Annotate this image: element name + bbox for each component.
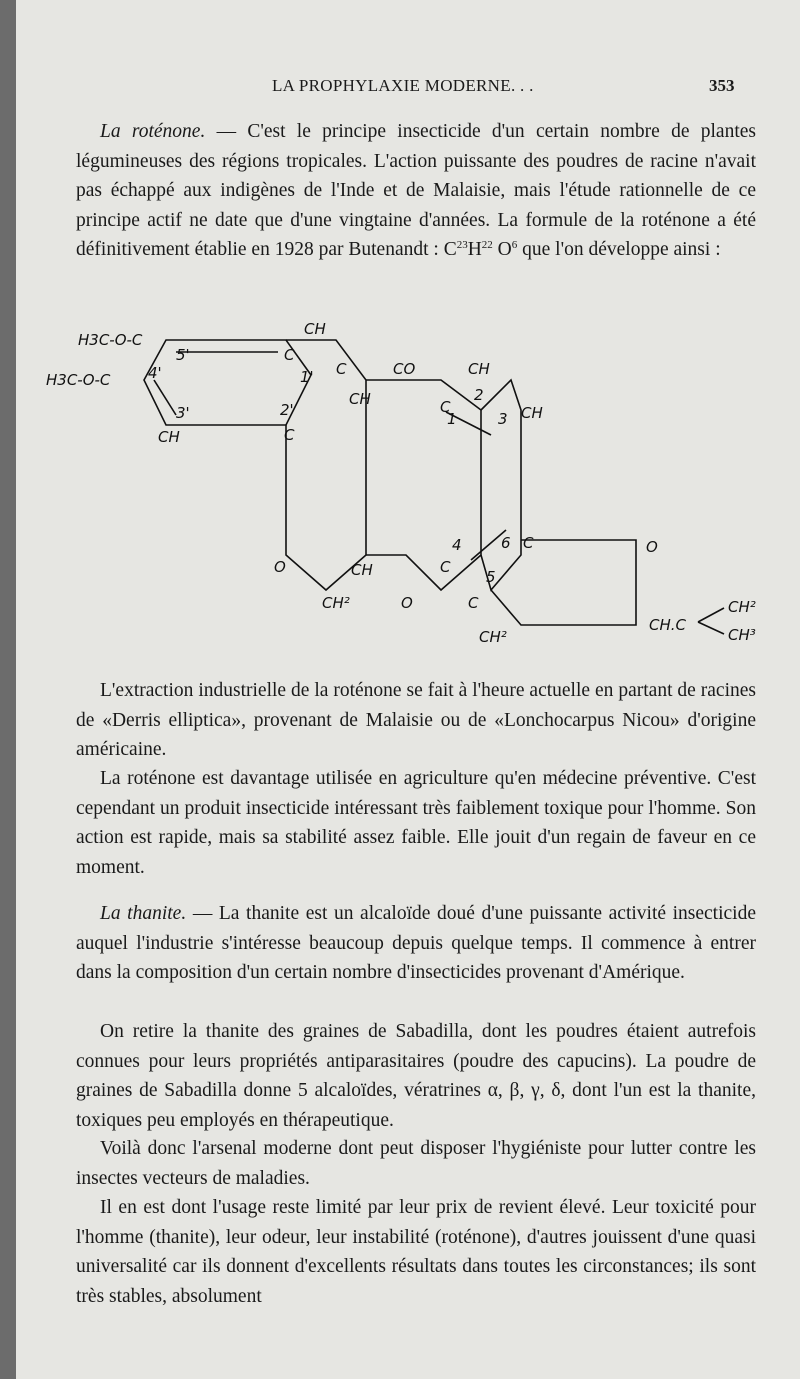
label-o-right: O — [646, 538, 658, 556]
rotenone-intro-text: — C'est le principe insecticide d'un certain nombre de plantes légumineuses des régions tropicales. L'action puissante des poudres de racine n'avait pas échappé aux indigènes de l'Inde et de Malaisie, mais l'étude rationnelle de ce principe actif ne date que d'une vingtaine d'années. La formule de la roténone a été définitivement établie en 1928 par Butenandt : — [76, 121, 756, 260]
label-3p: 3' — [176, 404, 190, 422]
label-6p: C — [284, 346, 295, 364]
label-o-bottom: O — [401, 594, 413, 612]
rotenone-formula-tail: que l'on développe ainsi : — [522, 239, 721, 260]
label-ch2-right: CH² — [479, 628, 507, 646]
label-4p: 4' — [148, 364, 162, 382]
label-ch-mid: CH — [349, 390, 371, 408]
rotenone-structure-diagram — [16, 300, 800, 660]
label-ch3-sub: CH³ — [728, 626, 756, 644]
label-c-r4: C — [440, 558, 451, 576]
label-co: CO — [393, 360, 416, 378]
label-5p: 5' — [176, 346, 190, 364]
paragraph-rotenone-intro — [76, 117, 756, 265]
rotenone-formula: $C^{23}H^{22}$ $O^6$ — [443, 239, 518, 260]
label-n5: 5 — [486, 568, 496, 586]
term-thanite: La thanite. — [100, 903, 187, 924]
running-title: LA PROPHYLAXIE MODERNE. . . — [272, 76, 534, 95]
label-c-a: C — [336, 360, 347, 378]
label-h3co-top: H3C-O-C — [78, 331, 143, 349]
label-o-left: O — [274, 558, 286, 576]
page-number: 353 — [709, 76, 735, 95]
label-ch-r3: CH — [521, 404, 543, 422]
running-header — [16, 76, 800, 100]
label-ch2-bottom: CH² — [322, 594, 350, 612]
label-n1: 1 — [447, 410, 457, 428]
label-n2: 2 — [474, 386, 484, 404]
label-h3co-left: H3C-O-C — [46, 371, 111, 389]
label-ch-r1: CH — [468, 360, 490, 378]
label-c-6: C — [523, 534, 534, 552]
label-ch-mid2: CH — [351, 561, 373, 579]
paragraph-limits: Il en est dont l'usage reste limité par leur prix de revient élevé. Leur toxicité pour l'homme (thanite), leur odeur, leur instabilité (roténone), d'autres jouissent d'une quasi universalité car ils donnent d'excellents résultats dans toutes les circonstances; ils sont très stables, absolument — [76, 1197, 756, 1307]
ring-b — [286, 340, 366, 590]
label-ch2-sub: CH² — [728, 598, 756, 616]
label-c-r2: C — [440, 398, 451, 416]
label-ch-left: CH — [158, 428, 180, 446]
label-c-b: C — [284, 426, 295, 444]
label-ch-top: CH — [304, 320, 326, 338]
book-page — [16, 0, 800, 1379]
label-n3: 3 — [498, 410, 508, 428]
label-c-r5: C — [468, 594, 479, 612]
paragraph-extraction: L'extraction industrielle de la roténone se fait à l'heure actuelle en partant de racines de «Derris elliptica», provenant de Malaisie ou de «Lonchocarpus Nicou» d'origine américaine. — [76, 680, 756, 760]
label-1p: 1' — [300, 368, 314, 386]
term-rotenone: La roténone. — [100, 121, 206, 142]
label-2p: 2' — [280, 401, 294, 419]
ring-e — [491, 540, 636, 625]
paragraph-arsenal: Voilà donc l'arsenal moderne dont peut disposer l'hygiéniste pour lutter contre les insectes vecteurs de maladies. — [76, 1138, 756, 1189]
label-n4: 4 — [452, 536, 462, 554]
paragraph-usage: La roténone est davantage utilisée en agriculture qu'en médecine préventive. C'est cependant un produit insecticide intéressant très faiblement toxique pour l'homme. Son action est rapide, mais sa stabilité assez faible. Elle jouit d'un regain de faveur en ce moment. — [76, 768, 756, 878]
label-n6: 6 — [501, 534, 511, 552]
paragraph-sabadilla: On retire la thanite des graines de Sabadilla, dont les poudres étaient autrefois connues pour leurs propriétés antiparasitaires (poudre des capucins). La poudre de graines de Sabadilla donne 5 alcaloïdes, vératrines α, β, γ, δ, dont l'un est la thanite, toxiques peu employés en thérapeutique. — [76, 1021, 756, 1131]
ring-c — [366, 380, 481, 590]
label-chc: CH.C — [649, 616, 686, 634]
paragraph-thanite: La thanite. — La thanite est un alcaloïde doué d'une puissante activité insecticide auquel l'industrie s'intéresse beaucoup depuis quelque temps. Il commence à entrer dans la composition d'un certain nombre d'insecticides provenant d'Amérique. — [76, 903, 756, 983]
